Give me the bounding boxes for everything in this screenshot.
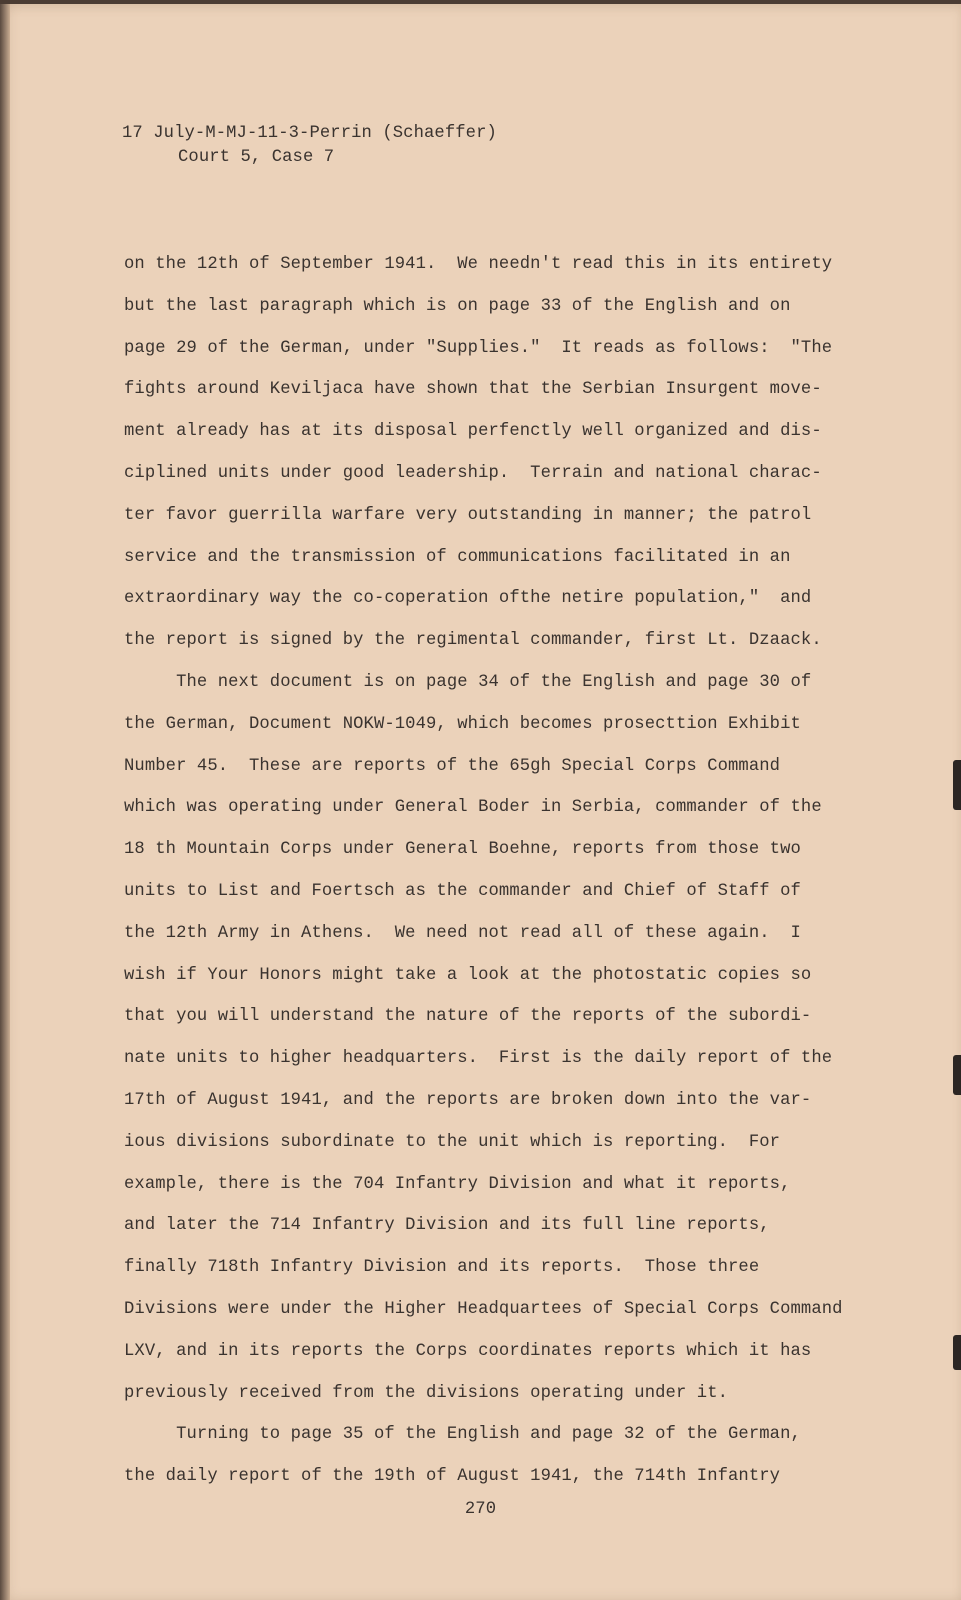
text-line: finally 718th Infantry Division and its reports. Those three bbox=[124, 1258, 760, 1278]
text-line: the report is signed by the regimental commander, first Lt. Dzaack. bbox=[124, 631, 822, 651]
transcript-header bbox=[122, 122, 497, 170]
text-line: on the 12th of September 1941. We needn't read this in its entirety bbox=[124, 255, 833, 274]
text-line: Divisions were under the Higher Headquartees of Special Corps Command bbox=[124, 1299, 843, 1319]
text-line: nate units to higher headquarters. First is the daily report of the bbox=[124, 1049, 833, 1069]
transcript-body bbox=[124, 244, 843, 1498]
binder-tab bbox=[953, 760, 961, 810]
page-number: 270 bbox=[464, 1500, 497, 1519]
text-line: Number 45. These are reports of the 65gh Special Corps Command bbox=[124, 756, 781, 776]
text-line: that you will understand the nature of the reports of the subordi- bbox=[124, 1007, 812, 1027]
binder-tab bbox=[953, 1055, 961, 1095]
text-line: previously received from the divisions operating under it. bbox=[124, 1383, 729, 1403]
header-court-case-line: Court 5, Case 7 bbox=[178, 148, 335, 167]
text-line: but the last paragraph which is on page 33 of the English and on bbox=[124, 296, 791, 316]
text-line: ious divisions subordinate to the unit which is reporting. For bbox=[124, 1132, 781, 1152]
text-line: units to List and Foertsch as the commander and Chief of Staff of bbox=[124, 881, 801, 901]
text-line: Turning to page 35 of the English and page 32 of the German, bbox=[124, 1425, 801, 1445]
text-line: extraordinary way the co-coperation ofthe netire population," and bbox=[124, 589, 812, 609]
text-line: and later the 714 Infantry Division and its full line reports, bbox=[124, 1216, 770, 1236]
text-line: 18 th Mountain Corps under General Boehne, reports from those two bbox=[124, 840, 801, 860]
text-line: which was operating under General Boder in Serbia, commander of the bbox=[124, 798, 822, 818]
text-line: LXV, and in its reports the Corps coordinates reports which it has bbox=[124, 1341, 812, 1361]
text-line: ter favor guerrilla warfare very outstanding in manner; the patrol bbox=[124, 505, 812, 525]
page-top-edge-shadow bbox=[0, 0, 961, 4]
text-line: the 12th Army in Athens. We need not read all of these again. I bbox=[124, 923, 801, 943]
page-left-edge-shadow bbox=[0, 0, 10, 1600]
text-line: fights around Keviljaca have shown that the Serbian Insurgent move- bbox=[124, 380, 822, 400]
text-line: page 29 of the German, under "Supplies." It reads as follows: "The bbox=[124, 338, 833, 358]
text-line: ciplined units under good leadership. Terrain and national charac- bbox=[124, 463, 822, 483]
text-line: the German, Document NOKW-1049, which becomes prosecttion Exhibit bbox=[124, 714, 801, 734]
text-line: The next document is on page 34 of the English and page 30 of bbox=[124, 672, 812, 692]
text-line: the daily report of the 19th of August 1941, the 714th Infantry bbox=[124, 1467, 781, 1487]
text-line: service and the transmission of communications facilitated in an bbox=[124, 547, 791, 567]
text-line: example, there is the 704 Infantry Division and what it reports, bbox=[124, 1174, 791, 1194]
text-line: 17th of August 1941, and the reports are broken down into the var- bbox=[124, 1090, 812, 1110]
text-line: ment already has at its disposal perfenctly well organized and dis- bbox=[124, 422, 822, 442]
header-session-line: 17 July-M-MJ-11-3-Perrin (Schaeffer) bbox=[122, 124, 497, 143]
text-line: wish if Your Honors might take a look at the photostatic copies so bbox=[124, 965, 812, 985]
binder-tab bbox=[953, 1335, 961, 1370]
